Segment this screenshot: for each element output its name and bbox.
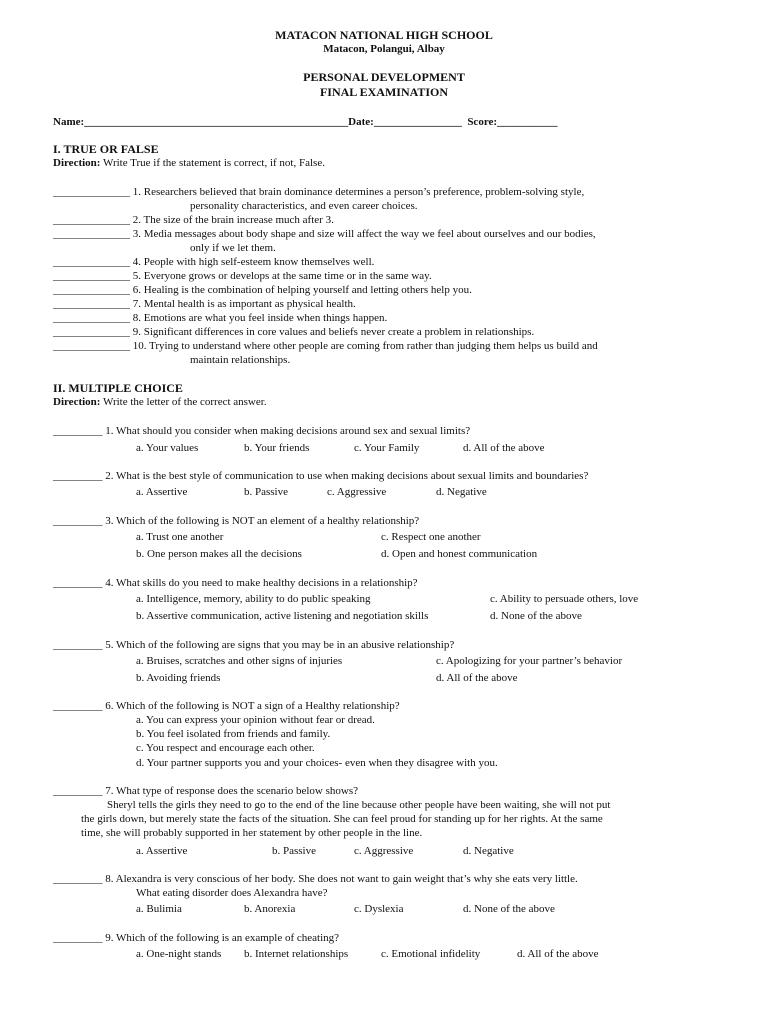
choice-d: d. All of the above xyxy=(436,672,518,684)
tf-item-3 xyxy=(53,228,596,241)
question-stem: 6. Which of the following is NOT a sign of a Healthy relationship? xyxy=(102,700,400,712)
date-label: Date: xyxy=(348,116,374,128)
choice-b: b. Internet relationships xyxy=(244,948,349,960)
choice-a: a. Bruises, scratches and other signs of injuries xyxy=(136,655,343,667)
tf-item-1 xyxy=(53,186,584,199)
choice-b: b. One person makes all the decisions xyxy=(136,548,302,560)
score-field[interactable]: ___________ xyxy=(497,116,558,128)
answer-blank[interactable]: _________ xyxy=(53,873,103,885)
choice-a: a. Your values xyxy=(136,442,199,454)
direction-label: Direction: xyxy=(53,157,101,169)
choice-b: b. Passive xyxy=(244,486,288,498)
tf-question: 2. The size of the brain increase much after 3. xyxy=(130,214,334,226)
choice-c: c. Ability to persuade others, love xyxy=(490,593,639,605)
choice-b: b. Passive xyxy=(272,845,316,857)
choice-c: c. Respect one another xyxy=(381,531,481,543)
tf-item-7 xyxy=(53,298,356,311)
mc-question-4 xyxy=(53,577,418,590)
direction-text: Write True if the statement is correct, if not, False. xyxy=(100,157,325,169)
choice-d: d. None of the above xyxy=(490,610,582,622)
question-stem: 1. What should you consider when making decisions around sex and sexual limits? xyxy=(102,425,471,437)
choice-a: a. Assertive xyxy=(136,486,188,498)
choice-a: a. You can express your opinion without fear or dread. xyxy=(136,714,375,726)
tf-question: 5. Everyone grows or develops at the same time or in the same way. xyxy=(130,270,432,282)
answer-blank[interactable]: ______________ xyxy=(53,270,130,282)
choice-d: d. None of the above xyxy=(463,903,555,915)
name-field[interactable]: ________________________________________________ xyxy=(84,116,349,128)
answer-blank[interactable]: ______________ xyxy=(53,298,130,310)
choice-c: c. Emotional infidelity xyxy=(381,948,481,960)
choice-b: b. Assertive communication, active listening and negotiation skills xyxy=(136,610,429,622)
school-address: Matacon, Polangui, Albay xyxy=(323,43,445,55)
choice-c: c. You respect and encourage each other. xyxy=(136,742,315,754)
tf-item-8 xyxy=(53,312,387,325)
mc-question-7 xyxy=(53,785,358,798)
part2-title: II. MULTIPLE CHOICE xyxy=(53,381,183,395)
subject-title: PERSONAL DEVELOPMENT xyxy=(303,70,465,84)
choice-c: c. Aggressive xyxy=(354,845,414,857)
mc-question-2 xyxy=(53,470,588,483)
tf-question: 6. Healing is the combination of helping yourself and letting others help you. xyxy=(130,284,472,296)
tf-item-10 xyxy=(53,340,598,353)
choice-d: d. Open and honest communication xyxy=(381,548,538,560)
answer-blank[interactable]: ______________ xyxy=(53,340,130,352)
part1-title: I. TRUE OR FALSE xyxy=(53,142,159,156)
tf-item-3-cont: only if we let them. xyxy=(190,242,276,254)
tf-item-1-cont: personality characteristics, and even career choices. xyxy=(190,200,418,212)
answer-blank[interactable]: ______________ xyxy=(53,214,130,226)
choice-c: c. Your Family xyxy=(354,442,420,454)
tf-item-6 xyxy=(53,284,472,297)
scenario-line-3: time, she will probably supported in her statement by other people in the line. xyxy=(81,827,423,839)
choice-a: a. Bulimia xyxy=(136,903,182,915)
scenario-line-1: Sheryl tells the girls they need to go to the end of the line because other people have been waiting, she will not put xyxy=(107,799,611,811)
choice-c: c. Apologizing for your partner’s behavior xyxy=(436,655,623,667)
answer-blank[interactable]: ______________ xyxy=(53,312,130,324)
choice-d: d. Your partner supports you and your choices- even when they disagree with you. xyxy=(136,757,498,769)
direction-text: Write the letter of the correct answer. xyxy=(100,396,267,408)
tf-question: 7. Mental health is as important as physical health. xyxy=(130,298,356,310)
choice-d: d. All of the above xyxy=(517,948,599,960)
answer-blank[interactable]: ______________ xyxy=(53,186,130,198)
choice-d: d. Negative xyxy=(436,486,487,498)
tf-item-4 xyxy=(53,256,374,269)
mc-question-5 xyxy=(53,639,454,652)
mc-question-3 xyxy=(53,515,419,528)
mc-question-8 xyxy=(53,873,578,886)
tf-question: 1. Researchers believed that brain dominance determines a person’s preference, problem-solving style, xyxy=(130,186,585,198)
answer-blank[interactable]: ______________ xyxy=(53,326,130,338)
direction-label: Direction: xyxy=(53,396,101,408)
question-stem: 7. What type of response does the scenario below shows? xyxy=(102,785,358,797)
score-label: Score: xyxy=(467,116,498,128)
question-stem: 3. Which of the following is NOT an element of a healthy relationship? xyxy=(102,515,420,527)
choice-a: a. Assertive xyxy=(136,845,188,857)
choice-b: b. Anorexia xyxy=(244,903,296,915)
choice-d: d. All of the above xyxy=(463,442,545,454)
tf-question: 3. Media messages about body shape and size will affect the way we feel about ourselves and our bodies, xyxy=(130,228,596,240)
question-stem: 5. Which of the following are signs that you may be in an abusive relationship? xyxy=(102,639,455,651)
choice-b: b. You feel isolated from friends and family. xyxy=(136,728,331,740)
info-line xyxy=(53,116,558,129)
question-stem: 8. Alexandra is very conscious of her body. She does not want to gain weight that’s why she eats very little. xyxy=(102,873,578,885)
name-label: Name: xyxy=(53,116,85,128)
tf-item-2 xyxy=(53,214,334,227)
tf-question: 8. Emotions are what you feel inside when things happen. xyxy=(130,312,388,324)
choice-a: a. One-night stands xyxy=(136,948,222,960)
tf-question: 9. Significant differences in core values and beliefs never create a problem in relationships. xyxy=(130,326,535,338)
answer-blank[interactable]: ______________ xyxy=(53,256,130,268)
tf-item-9 xyxy=(53,326,534,339)
choice-c: c. Dyslexia xyxy=(354,903,404,915)
part2-direction xyxy=(53,396,267,409)
date-field[interactable]: ________________ xyxy=(373,116,462,128)
answer-blank[interactable]: _________ xyxy=(53,577,103,589)
tf-question: 4. People with high self-esteem know themselves well. xyxy=(130,256,375,268)
answer-blank[interactable]: _________ xyxy=(53,470,103,482)
tf-item-10-cont: maintain relationships. xyxy=(190,354,291,366)
scenario-line-2: the girls down, but merely state the facts of the situation. She can feel proud for standing up for her rights. At the same xyxy=(81,813,603,825)
answer-blank[interactable]: _________ xyxy=(53,700,103,712)
question-stem: 9. Which of the following is an example of cheating? xyxy=(102,932,340,944)
part1-direction xyxy=(53,157,325,170)
exam-title: FINAL EXAMINATION xyxy=(319,85,449,99)
answer-blank[interactable]: _________ xyxy=(53,932,103,944)
answer-blank[interactable]: _________ xyxy=(53,425,103,437)
mc-question-1 xyxy=(53,425,470,438)
question-stem: 4. What skills do you need to make healthy decisions in a relationship? xyxy=(102,577,418,589)
answer-blank[interactable]: _________ xyxy=(53,515,103,527)
choice-a: a. Intelligence, memory, ability to do public speaking xyxy=(136,593,371,605)
mc-question-9 xyxy=(53,932,339,945)
answer-blank[interactable]: ______________ xyxy=(53,228,130,240)
question-stem-cont: What eating disorder does Alexandra have? xyxy=(136,887,328,899)
mc-question-6 xyxy=(53,700,400,713)
question-stem: 2. What is the best style of communication to use when making decisions about sexual limits and boundaries? xyxy=(102,470,589,482)
choice-a: a. Trust one another xyxy=(136,531,224,543)
answer-blank[interactable]: _________ xyxy=(53,639,103,651)
tf-question: 10. Trying to understand where other people are coming from rather than judging them helps us build and xyxy=(130,340,598,352)
choice-b: b. Avoiding friends xyxy=(136,672,221,684)
tf-item-5 xyxy=(53,270,432,283)
answer-blank[interactable]: _________ xyxy=(53,785,103,797)
answer-blank[interactable]: ______________ xyxy=(53,284,130,296)
school-name: MATACON NATIONAL HIGH SCHOOL xyxy=(275,28,493,42)
choice-b: b. Your friends xyxy=(244,442,310,454)
choice-d: d. Negative xyxy=(463,845,514,857)
choice-c: c. Aggressive xyxy=(327,486,387,498)
